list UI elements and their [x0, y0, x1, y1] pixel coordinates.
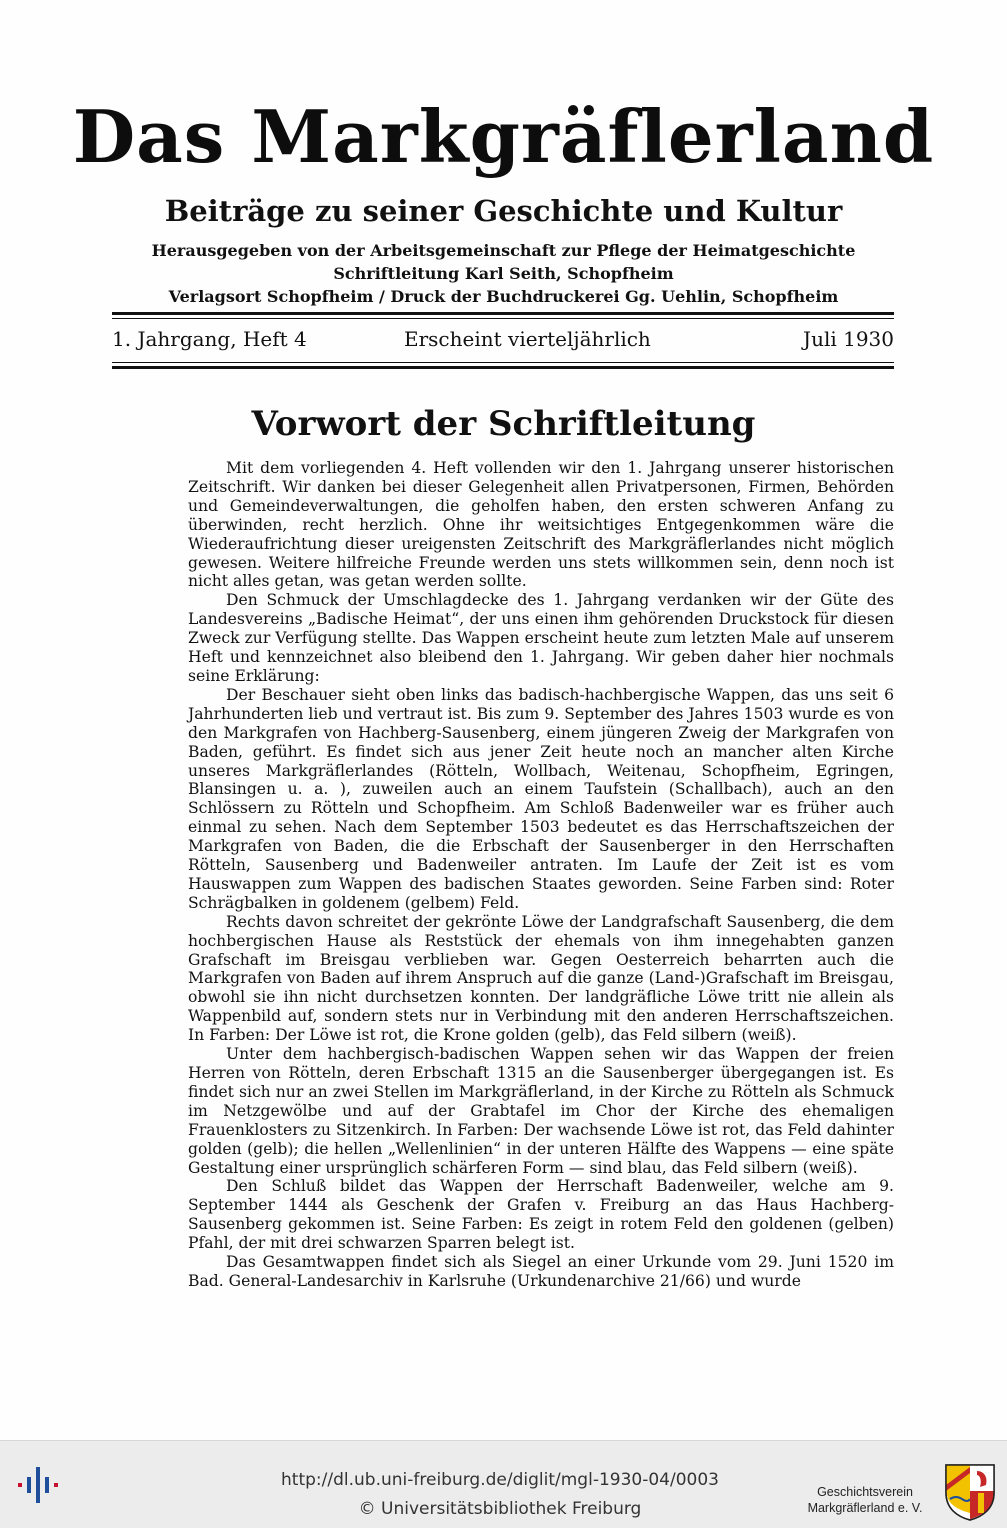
article-title: Vorwort der Schriftleitung [251, 404, 756, 444]
header-rule-bottom-thin [112, 362, 894, 363]
coat-of-arms-icon[interactable] [944, 1463, 996, 1521]
paragraph: Unter dem hachbergisch-badischen Wappen sehen wir das Wappen der freien Herren von Rötteln, deren Erbschaft 1315 an die Sausenberger übergegangen ist. Es findet sich nur an zwei Stellen im Markgräflerland, in der Kirche zu Rötteln als Schmuck im Netzgewölbe und auf der Grabtafel im Chor der Kirche des ehemaligen Frauenklosters zu Sitzenkirch. In Farben: Der wachsende Löwe ist rot, das Feld dahinter golden (gelb); die hellen „Wellenlinien“ in der unteren Hälfte des Wappens — eine späte Gestaltung einer ursprünglich schärferen Form — sind blau, das Feld silbern (weiß). [188, 1045, 894, 1177]
ub-freiburg-logo-icon[interactable] [16, 1463, 64, 1507]
paragraph: Den Schmuck der Umschlagdecke des 1. Jahrgang verdanken wir der Güte des Landesvereins „Badische Heimat“, der uns einen ihm gehörenden Druckstock für diesen Zweck zur Verfügung stellte. Das Wappen erscheint heute zum letzten Male auf unserem Heft und kennzeichnet also bleibend den 1. Jahrgang. Wir geben daher hier nochmals seine Erklärung: [188, 591, 894, 685]
article-body [188, 459, 894, 1291]
publisher-line: Herausgegeben von der Arbeitsgemeinschaft zur Pflege der Heimatgeschichte [151, 241, 856, 260]
journal-subtitle: Beiträge zu seiner Geschichte und Kultur [164, 194, 843, 228]
copyright-notice: © Universitätsbibliothek Freiburg [358, 1499, 642, 1519]
paragraph: Das Gesamtwappen findet sich als Siegel an einer Urkunde vom 29. Juni 1520 im Bad. General-Landesarchiv in Karlsruhe (Urkundenarchive 21/66) und wurde [188, 1253, 894, 1290]
viewer-footer [0, 1440, 1007, 1528]
printer-line: Verlagsort Schopfheim / Druck der Buchdruckerei Gg. Uehlin, Schopfheim [168, 287, 839, 306]
header-rule-top [112, 312, 894, 315]
paragraph: Mit dem vorliegenden 4. Heft vollenden wir den 1. Jahrgang unserer historischen Zeitschrift. Wir danken bei dieser Gelegenheit allen Privatpersonen, Firmen, Behörden und Gemeindeverwaltungen, die geholfen haben, den ersten schweren Anfang zu überwinden, recht herzlich. Ohne ihr weitsichtiges Entgegenkommen wäre die Wiederaufrichtung dieser ureigensten Zeitschrift des Markgräflerlandes nicht möglich gewesen. Weitere hilfreiche Freunde werden uns stets willkommen sein, denn noch ist nicht alles getan, was getan werden sollte. [188, 459, 894, 591]
issue-frequency: Erscheint vierteljährlich [404, 327, 651, 351]
paragraph: Der Beschauer sieht oben links das badisch-hachbergische Wappen, das uns seit 6 Jahrhunderten lieb und vertraut ist. Bis zum 9. September des Jahres 1503 wurde es von den Markgrafen von Hachberg-Sausenberg, einem jüngeren Zweig der Markgrafen von Baden, geführt. Es findet sich aus jener Zeit heute noch an mancher alten Kirche unseres Markgräflerlandes (Rötteln, Wollbach, Weitenau, Schopfheim, Egringen, Blansingen u. a. ), zuweilen auch an einem Taufstein (Schallbach), auch an den Schlössern zu Rötteln und Schopfheim. Am Schloß Badenweiler war es früher auch einmal zu sehen. Nach dem September 1503 bedeutet es das Herrschaftszeichen der Markgrafen von Baden, die die Erbschaft der Sausenberger in den Herrschaften Rötteln, Sausenberg und Badenweiler antraten. Im Laufe der Zeit ist es vom Hauswappen zum Wappen des badischen Staates geworden. Seine Farben sind: Roter Schrägbalken in goldenem (gelbem) Feld. [188, 685, 894, 912]
society-line-2: Markgräflerland e. V. [807, 1501, 923, 1515]
journal-title: Das Markgräflerland [72, 94, 935, 179]
permalink-url[interactable]: http://dl.ub.uni-freiburg.de/diglit/mgl-1930-04/0003 [281, 1470, 719, 1490]
issue-bar [112, 324, 894, 354]
header-rule-top-thin [112, 318, 894, 319]
society-line-1: Geschichtsverein [817, 1485, 913, 1499]
issue-volume: 1. Jahrgang, Heft 4 [112, 327, 307, 351]
society-name [790, 1484, 940, 1516]
header-rule-bottom [112, 366, 894, 369]
paragraph: Rechts davon schreitet der gekrönte Löwe der Landgrafschaft Sausenberg, die dem hochbergischen Hause als Reststück der ehemals von ihm innegehabten ganzen Grafschaft im Breisgau verblieben war. Gegen Oesterreich beharrten auch die Markgrafen von Baden auf ihrem Anspruch auf die ganze (Land-)Grafschaft im Breisgau, obwohl sie ihn nicht durchsetzen konnten. Der landgräfliche Löwe tritt nie allein als Wappenbild auf, sondern stets nur in Verbindung mit den anderen Herrschaftszeichen. In Farben: Der Löwe ist rot, die Krone golden (gelb), das Feld silbern (weiß). [188, 912, 894, 1045]
issue-date: Juli 1930 [803, 327, 894, 351]
editor-line: Schriftleitung Karl Seith, Schopfheim [333, 264, 674, 283]
paragraph: Den Schluß bildet das Wappen der Herrschaft Badenweiler, welche am 9. September 1444 als Geschenk der Grafen v. Freiburg an das Haus Hachberg-Sausenberg gekommen ist. Seine Farben: Es zeigt in rotem Feld den goldenen (gelben) Pfahl, der mit drei schwarzen Sparren belegt ist. [188, 1177, 894, 1253]
